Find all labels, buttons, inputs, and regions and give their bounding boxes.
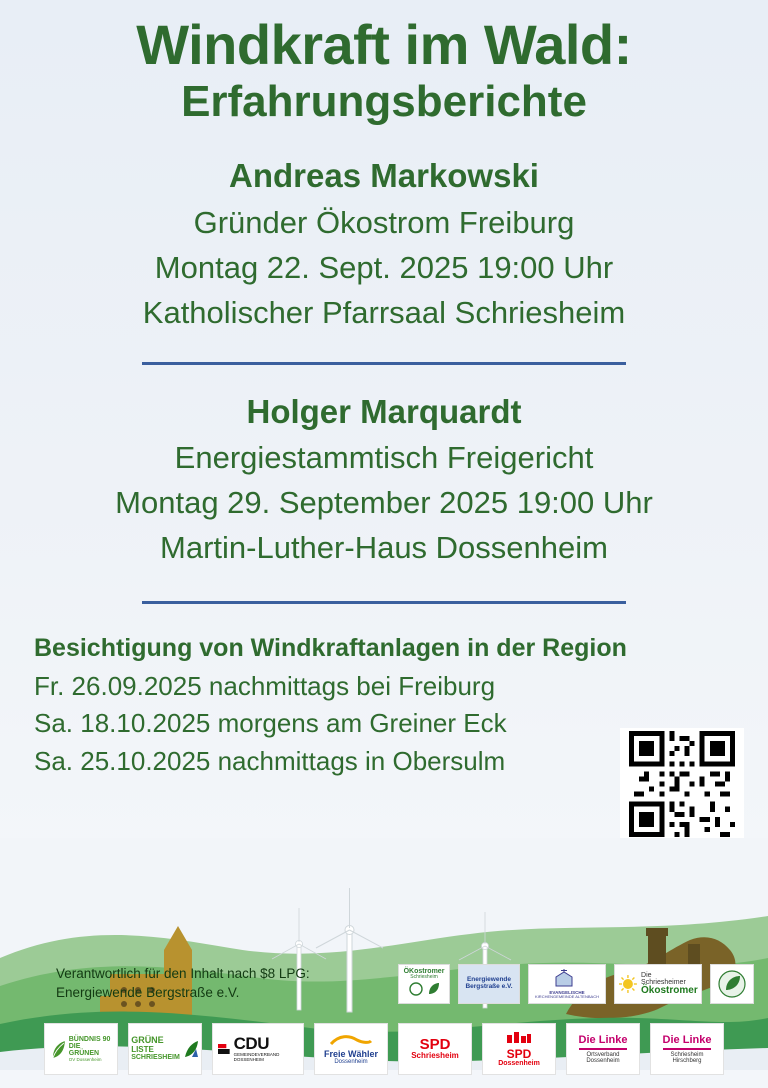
speaker-2-datetime: Montag 29. September 2025 19:00 Uhr [115,485,653,521]
speaker-block-1 [0,151,768,335]
excursion-item-1: Fr. 26.09.2025 nachmittags bei Freiburg [34,670,496,701]
logo-die-linke-dossenheim[interactable]: Die Linke Ortsverband Dossenheim [566,1023,640,1075]
qr-code[interactable] [620,728,744,840]
divider-2 [142,601,626,604]
page-title [0,0,768,127]
excursion-item-2: Sa. 18.10.2025 morgens am Greiner Eck [34,708,507,739]
logo-die-linke-schriesheim-hirschberg[interactable]: Die Linke Schriesheim Hirschberg [650,1023,724,1075]
excursion-item-3: Sa. 25.10.2025 nachmittags in Obersulm [34,745,506,776]
logo-gruene-liste-schriesheim[interactable]: GRÜNE LISTE SCHRIESHEIM [128,1023,202,1075]
speaker-2-venue: Martin-Luther-Haus Dossenheim [160,530,608,566]
speaker-block-2 [0,387,768,571]
logo-freie-waehler-dossenheim[interactable]: Freie Wähler Dossenheim [314,1023,388,1075]
party-logo-strip [0,1016,768,1082]
speaker-1-datetime: Montag 22. Sept. 2025 19:00 Uhr [154,249,614,285]
logo-umweltverband[interactable] [710,964,754,1004]
speaker-2-name: Holger Marquardt [246,392,522,430]
logo-evangelische-kirche[interactable]: EVANGELISCHE KIRCHENGEMEINDE ALTENBACH [528,964,606,1004]
imprint [56,964,310,1003]
speaker-1-venue: Katholischer Pfarrsaal Schriesheim [142,294,626,330]
logo-die-schriesheimer-oekostromer[interactable]: Die Schriesheimer Ökostromer [614,964,702,1004]
headline-line-2: Erfahrungsberichte [181,76,587,126]
logo-cdu-dossenheim[interactable]: CDU GEMEINDEVERBAND DOSSENHEIM [212,1023,304,1075]
headline-line-1: Windkraft im Wald: [136,13,632,76]
speaker-1-role: Gründer Ökostrom Freiburg [193,204,575,240]
excursions-title: Besichtigung von Windkraftanlagen in der Region [34,634,627,663]
imprint-line-1: Verantwortlich für den Inhalt nach $8 LPG: [56,965,310,981]
speaker-1-name: Andreas Markowski [229,157,539,195]
imprint-line-2: Energiewende Bergstraße e.V. [56,985,240,1001]
logo-oekostromer-schriesheim[interactable]: ÖKostromer Schriesheim [398,964,450,1004]
logo-energiewende-bergstrasse[interactable]: Energiewende Bergstraße e.V. [458,964,520,1004]
logo-spd-schriesheim[interactable]: SPD Schriesheim [398,1023,472,1075]
speaker-2-role: Energiestammtisch Freigericht [174,440,594,476]
logo-buendnis-90-die-gruenen[interactable]: BÜNDNIS 90 DIE GRÜNEN OV Dossenheim [44,1023,118,1075]
divider-1 [142,362,626,365]
logo-spd-dossenheim[interactable]: SPD Dossenheim [482,1023,556,1075]
organisation-logo-strip [398,964,754,1004]
